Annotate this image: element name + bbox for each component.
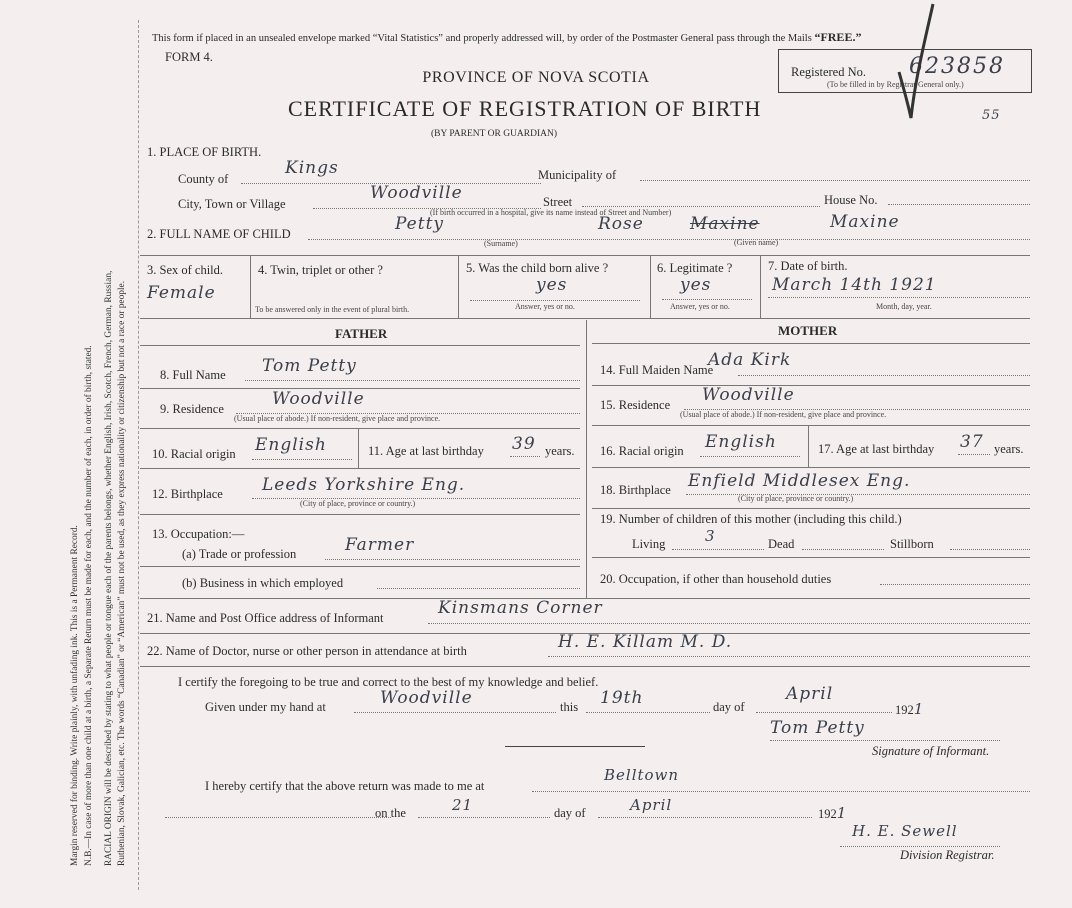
birth-date-value: March 14th 1921 (772, 275, 937, 295)
registrar-signature: H. E. Sewell (852, 822, 958, 840)
father-residence: Woodville (272, 389, 365, 409)
mother-residence-label: 15. Residence (600, 398, 671, 412)
birth-date-note: Month, day, year. (876, 302, 932, 311)
page-subtitle: (BY PARENT OR GUARDIAN) (430, 129, 558, 139)
surname-note: (Surname) (484, 239, 518, 248)
mother-residence: Woodville (702, 385, 795, 405)
twin-label: 4. Twin, triplet or other ? (258, 263, 383, 277)
legitimate-value: yes (680, 275, 712, 295)
father-birthplace: Leeds Yorkshire Eng. (262, 475, 466, 495)
given-month: April (786, 684, 834, 704)
this-label: this (560, 700, 579, 714)
street-label: Street (543, 195, 573, 209)
county-value: Kings (285, 158, 339, 178)
father-name: Tom Petty (262, 356, 357, 376)
margin-multiple-birth-note: N.B.—In case of more than one child at a birth, a Separate Return must be made for each, and the number of each, in order of birth, stated. (84, 345, 94, 866)
hospital-note: (If birth occurred in a hospital, give its name instead of Street and Number) (430, 208, 672, 217)
sex-value: Female (147, 283, 216, 303)
mother-heading: MOTHER (778, 323, 838, 338)
mother-name: Ada Kirk (708, 350, 792, 370)
on-the-label: on the (375, 806, 406, 820)
father-years-label: years. (545, 444, 575, 458)
legitimate-label: 6. Legitimate ? (657, 261, 733, 275)
city-label: City, Town or Village (178, 197, 286, 211)
child-surname: Petty (395, 214, 445, 234)
city-value: Woodville (370, 183, 463, 203)
mother-years-label: years. (994, 442, 1024, 456)
dead-label: Dead (768, 537, 795, 551)
doctor-value: H. E. Killam M. D. (558, 632, 733, 652)
registered-number: 623858 (909, 54, 1005, 79)
father-residence-label: 9. Residence (160, 402, 224, 416)
father-racial-label: 10. Racial origin (152, 447, 236, 461)
living-label: Living (632, 537, 666, 551)
mother-age-label: 17. Age at last birthday (818, 442, 935, 456)
registrar-place: Belltown (604, 766, 680, 784)
municipality-label: Municipality of (538, 168, 617, 182)
father-residence-note: (Usual place of abode.) If non-resident, give place and province. (234, 414, 441, 423)
sex-label: 3. Sex of child. (147, 263, 224, 277)
page-title: CERTIFICATE OF REGISTRATION OF BIRTH (288, 96, 762, 121)
stillborn-label: Stillborn (890, 537, 934, 551)
separator-rule (505, 746, 645, 747)
legitimate-note: Answer, yes or no. (670, 302, 730, 311)
registrar-statement: I hereby certify that the above return was made to me at (205, 779, 485, 793)
place-of-birth-label: 1. PLACE OF BIRTH. (147, 145, 262, 159)
father-business-label: (b) Business in which employed (182, 576, 344, 590)
registrar-signature-label: Division Registrar. (900, 848, 995, 862)
father-birthplace-note: (City of place, province or country.) (300, 499, 416, 508)
given-name-note: (Given name) (734, 238, 779, 247)
registered-label: Registered No. (791, 65, 866, 79)
father-heading: FATHER (335, 326, 388, 341)
mother-birthplace-label: 18. Birthplace (600, 483, 671, 497)
margin-racial-origin-note-1: RACIAL ORIGIN will be described by stating to what people or tongue each of the parents belongs, whether English, Irish, Scotch, French, German, Russian, (104, 270, 114, 866)
father-name-label: 8. Full Name (160, 368, 226, 382)
given-year: 1921 (895, 700, 925, 718)
certify-statement: I certify the foregoing to be true and correct to the best of my knowledge and belief. (178, 675, 599, 689)
province-heading: PROVINCE OF NOVA SCOTIA (422, 69, 650, 86)
father-trade-label: (a) Trade or profession (182, 547, 297, 561)
county-label: County of (178, 172, 229, 186)
given-day-of-label: day of (713, 700, 745, 714)
mother-age: 37 (960, 432, 984, 452)
registrar-month: April (630, 796, 673, 814)
registrar-check-mark (895, 0, 945, 125)
father-age: 39 (512, 434, 536, 454)
registered-note: (To be filled in by Registrar General only.) (827, 80, 964, 89)
form-number: FORM 4. (165, 50, 213, 64)
mother-birthplace: Enfield Middlesex Eng. (688, 471, 911, 491)
registrar-day: 21 (452, 796, 474, 814)
registrar-year: 1921 (818, 804, 848, 822)
informant-value: Kinsmans Corner (438, 598, 603, 618)
house-no-label: House No. (824, 193, 878, 207)
child-name-label: 2. FULL NAME OF CHILD (147, 227, 291, 241)
mail-note: This form if placed in an unsealed envelope marked “Vital Statistics” and properly addressed will, by order of the Postmaster General pass through the Mails “FREE.” (152, 30, 862, 44)
child-given-name-struck: Maxine (690, 214, 760, 234)
margin-racial-origin-note-2: Ruthenian, Slovak, Galician, etc. The words “Canadian” or “American” must not be used, as they express nationality or citizenship but not a race or people. (117, 280, 127, 866)
given-place: Woodville (380, 688, 473, 708)
father-trade: Farmer (345, 535, 415, 555)
mother-birthplace-note: (City of place, province or country.) (738, 494, 854, 503)
alive-note: Answer, yes or no. (515, 302, 575, 311)
mother-racial-label: 16. Racial origin (600, 444, 684, 458)
mother-occupation-label: 20. Occupation, if other than household duties (600, 572, 832, 586)
mother-name-label: 14. Full Maiden Name (600, 363, 714, 377)
child-given-name-2: Maxine (830, 212, 900, 232)
side-mark: 55 (982, 108, 1001, 123)
twin-note: To be answered only in the event of plural birth. (255, 305, 410, 314)
mother-racial: English (705, 432, 777, 452)
father-occupation-label: 13. Occupation:— (152, 527, 245, 541)
margin-binding-note: Margin reserved for binding. Write plainly, with unfading ink. This is a Permanent Record. (70, 525, 80, 866)
binding-margin-line (138, 20, 139, 890)
children-count-label: 19. Number of children of this mother (including this child.) (600, 512, 902, 526)
father-age-label: 11. Age at last birthday (368, 444, 484, 458)
registrar-day-of-label: day of (554, 806, 586, 820)
father-birthplace-label: 12. Birthplace (152, 487, 223, 501)
informant-signature-label: Signature of Informant. (872, 744, 990, 758)
doctor-label: 22. Name of Doctor, nurse or other person in attendance at birth (147, 644, 467, 658)
mother-residence-note: (Usual place of abode.) If non-resident, give place and province. (680, 410, 887, 419)
given-day: 19th (600, 688, 644, 708)
child-given-name-1: Rose (598, 214, 644, 234)
living-value: 3 (705, 527, 716, 545)
father-racial: English (255, 435, 327, 455)
birth-date-label: 7. Date of birth. (768, 259, 848, 273)
alive-label: 5. Was the child born alive ? (466, 261, 609, 275)
informant-label: 21. Name and Post Office address of Informant (147, 611, 384, 625)
given-under-label: Given under my hand at (205, 700, 326, 714)
alive-value: yes (536, 275, 568, 295)
informant-signature: Tom Petty (770, 718, 865, 738)
